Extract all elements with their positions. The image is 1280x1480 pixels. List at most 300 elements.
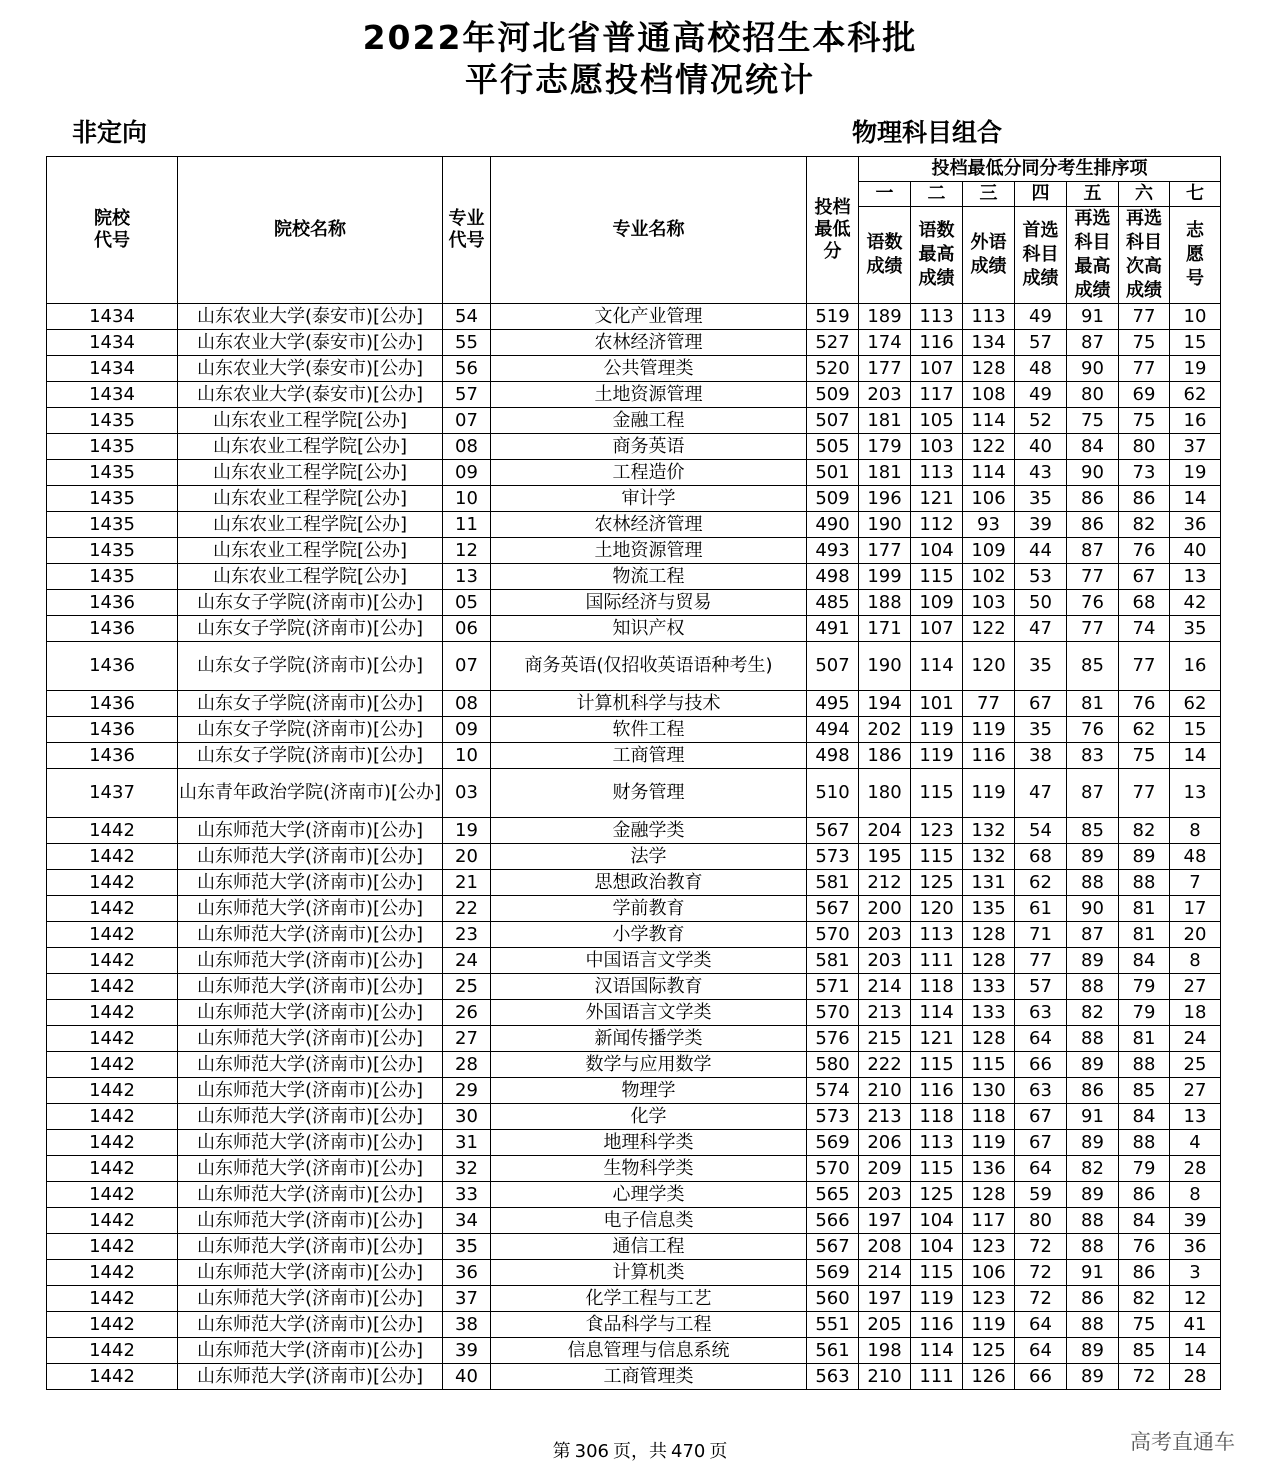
cell-score-elective-second: 74 xyxy=(1119,616,1170,642)
header-num: 二 xyxy=(911,182,963,207)
cell-major-name: 物流工程 xyxy=(491,564,807,590)
cell-score-first-subject: 47 xyxy=(1015,616,1067,642)
cell-score-foreign-lang: 119 xyxy=(963,1312,1015,1338)
table-row xyxy=(47,691,1221,717)
cell-score-chinese-math: 190 xyxy=(859,512,911,538)
cell-score-first-subject: 67 xyxy=(1015,1104,1067,1130)
cell-score-elective-max: 85 xyxy=(1067,818,1119,844)
cell-min-score: 570 xyxy=(807,1156,859,1182)
cell-min-score: 505 xyxy=(807,434,859,460)
cell-major-code: 26 xyxy=(443,1000,491,1026)
table-row xyxy=(47,743,1221,769)
header-sub: 志愿号 xyxy=(1170,207,1221,304)
cell-score-first-subject: 63 xyxy=(1015,1000,1067,1026)
cell-min-score: 569 xyxy=(807,1260,859,1286)
cell-major-code: 35 xyxy=(443,1234,491,1260)
table-row xyxy=(47,330,1221,356)
cell-min-score: 560 xyxy=(807,1286,859,1312)
cell-score-elective-second: 84 xyxy=(1119,1104,1170,1130)
cell-school-name: 山东农业工程学院[公办] xyxy=(178,434,443,460)
cell-score-elective-max: 89 xyxy=(1067,1052,1119,1078)
table-row xyxy=(47,616,1221,642)
cell-school-name: 山东农业工程学院[公办] xyxy=(178,512,443,538)
table-row xyxy=(47,844,1221,870)
cell-school-name: 山东师范大学(济南市)[公办] xyxy=(178,1000,443,1026)
cell-score-chinese-math-max: 123 xyxy=(911,818,963,844)
cell-application-no: 37 xyxy=(1170,434,1221,460)
cell-score-chinese-math: 213 xyxy=(859,1104,911,1130)
cell-score-foreign-lang: 125 xyxy=(963,1338,1015,1364)
cell-major-name: 中国语言文学类 xyxy=(491,948,807,974)
cell-min-score: 566 xyxy=(807,1208,859,1234)
cell-school-code: 1442 xyxy=(47,1156,178,1182)
cell-score-elective-second: 67 xyxy=(1119,564,1170,590)
cell-score-chinese-math-max: 119 xyxy=(911,743,963,769)
cell-school-code: 1442 xyxy=(47,870,178,896)
cell-score-first-subject: 53 xyxy=(1015,564,1067,590)
cell-score-chinese-math-max: 125 xyxy=(911,870,963,896)
cell-score-chinese-math: 214 xyxy=(859,1260,911,1286)
cell-school-name: 山东农业工程学院[公办] xyxy=(178,460,443,486)
cell-score-chinese-math-max: 104 xyxy=(911,1234,963,1260)
table-row xyxy=(47,1078,1221,1104)
cell-score-chinese-math-max: 113 xyxy=(911,1130,963,1156)
cell-school-code: 1435 xyxy=(47,434,178,460)
cell-school-name: 山东农业工程学院[公办] xyxy=(178,564,443,590)
table-row xyxy=(47,896,1221,922)
cell-major-code: 37 xyxy=(443,1286,491,1312)
cell-score-chinese-math-max: 116 xyxy=(911,330,963,356)
cell-school-name: 山东师范大学(济南市)[公办] xyxy=(178,1208,443,1234)
cell-major-code: 38 xyxy=(443,1312,491,1338)
cell-min-score: 507 xyxy=(807,408,859,434)
cell-score-chinese-math: 204 xyxy=(859,818,911,844)
cell-application-no: 16 xyxy=(1170,642,1221,691)
cell-school-name: 山东师范大学(济南市)[公办] xyxy=(178,818,443,844)
cell-major-code: 03 xyxy=(443,769,491,818)
cell-major-code: 09 xyxy=(443,717,491,743)
cell-major-code: 27 xyxy=(443,1026,491,1052)
cell-score-foreign-lang: 135 xyxy=(963,896,1015,922)
cell-application-no: 7 xyxy=(1170,870,1221,896)
cell-score-first-subject: 54 xyxy=(1015,818,1067,844)
cell-school-code: 1442 xyxy=(47,1104,178,1130)
cell-min-score: 573 xyxy=(807,844,859,870)
cell-score-first-subject: 67 xyxy=(1015,691,1067,717)
cell-score-chinese-math-max: 104 xyxy=(911,538,963,564)
cell-score-elective-max: 90 xyxy=(1067,460,1119,486)
cell-score-chinese-math-max: 115 xyxy=(911,769,963,818)
cell-score-chinese-math: 205 xyxy=(859,1312,911,1338)
header-sub: 语数成绩 xyxy=(859,207,911,304)
cell-school-name: 山东师范大学(济南市)[公办] xyxy=(178,1182,443,1208)
cell-major-name: 化学工程与工艺 xyxy=(491,1286,807,1312)
cell-score-foreign-lang: 119 xyxy=(963,717,1015,743)
cell-school-name: 山东农业大学(泰安市)[公办] xyxy=(178,304,443,330)
cell-min-score: 485 xyxy=(807,590,859,616)
cell-school-code: 1442 xyxy=(47,1312,178,1338)
cell-score-elective-second: 76 xyxy=(1119,1234,1170,1260)
cell-score-foreign-lang: 128 xyxy=(963,356,1015,382)
cell-major-code: 23 xyxy=(443,922,491,948)
cell-min-score: 494 xyxy=(807,717,859,743)
cell-score-first-subject: 38 xyxy=(1015,743,1067,769)
cell-score-elective-max: 91 xyxy=(1067,1260,1119,1286)
cell-score-foreign-lang: 102 xyxy=(963,564,1015,590)
cell-school-name: 山东师范大学(济南市)[公办] xyxy=(178,1052,443,1078)
cell-score-chinese-math-max: 119 xyxy=(911,1286,963,1312)
cell-score-elective-second: 88 xyxy=(1119,870,1170,896)
cell-score-first-subject: 50 xyxy=(1015,590,1067,616)
cell-application-no: 48 xyxy=(1170,844,1221,870)
cell-score-chinese-math: 198 xyxy=(859,1338,911,1364)
cell-score-elective-second: 81 xyxy=(1119,922,1170,948)
cell-school-code: 1442 xyxy=(47,1052,178,1078)
cell-score-elective-second: 85 xyxy=(1119,1338,1170,1364)
cell-major-code: 22 xyxy=(443,896,491,922)
cell-school-code: 1435 xyxy=(47,408,178,434)
cell-application-no: 8 xyxy=(1170,818,1221,844)
cell-school-code: 1442 xyxy=(47,1000,178,1026)
cell-score-foreign-lang: 109 xyxy=(963,538,1015,564)
table-row xyxy=(47,590,1221,616)
cell-school-name: 山东师范大学(济南市)[公办] xyxy=(178,1286,443,1312)
cell-major-code: 33 xyxy=(443,1182,491,1208)
cell-school-code: 1442 xyxy=(47,948,178,974)
cell-school-code: 1442 xyxy=(47,1208,178,1234)
table-row xyxy=(47,1208,1221,1234)
cell-application-no: 36 xyxy=(1170,1234,1221,1260)
cell-score-elective-second: 77 xyxy=(1119,356,1170,382)
cell-score-foreign-lang: 116 xyxy=(963,743,1015,769)
table-row xyxy=(47,717,1221,743)
table-row xyxy=(47,769,1221,818)
cell-score-elective-second: 79 xyxy=(1119,1156,1170,1182)
cell-score-chinese-math-max: 114 xyxy=(911,1338,963,1364)
cell-score-first-subject: 57 xyxy=(1015,330,1067,356)
cell-application-no: 4 xyxy=(1170,1130,1221,1156)
cell-min-score: 567 xyxy=(807,896,859,922)
cell-score-chinese-math: 190 xyxy=(859,642,911,691)
cell-school-name: 山东女子学院(济南市)[公办] xyxy=(178,717,443,743)
cell-score-elective-max: 86 xyxy=(1067,1078,1119,1104)
cell-major-name: 农林经济管理 xyxy=(491,512,807,538)
table-row xyxy=(47,1364,1221,1390)
cell-score-elective-max: 82 xyxy=(1067,1000,1119,1026)
cell-score-chinese-math: 206 xyxy=(859,1130,911,1156)
cell-min-score: 574 xyxy=(807,1078,859,1104)
cell-major-code: 39 xyxy=(443,1338,491,1364)
cell-score-chinese-math: 214 xyxy=(859,974,911,1000)
cell-score-chinese-math-max: 113 xyxy=(911,304,963,330)
cell-application-no: 8 xyxy=(1170,1182,1221,1208)
cell-major-name: 土地资源管理 xyxy=(491,538,807,564)
cell-score-elective-max: 76 xyxy=(1067,590,1119,616)
cell-application-no: 14 xyxy=(1170,743,1221,769)
cell-score-elective-second: 80 xyxy=(1119,434,1170,460)
cell-major-code: 34 xyxy=(443,1208,491,1234)
cell-score-elective-max: 83 xyxy=(1067,743,1119,769)
cell-score-chinese-math: 215 xyxy=(859,1026,911,1052)
cell-school-code: 1435 xyxy=(47,486,178,512)
cell-score-chinese-math: 179 xyxy=(859,434,911,460)
cell-score-chinese-math: 186 xyxy=(859,743,911,769)
cell-school-code: 1435 xyxy=(47,564,178,590)
cell-score-elective-second: 69 xyxy=(1119,382,1170,408)
cell-score-elective-second: 81 xyxy=(1119,1026,1170,1052)
cell-school-name: 山东女子学院(济南市)[公办] xyxy=(178,590,443,616)
cell-score-foreign-lang: 132 xyxy=(963,818,1015,844)
cell-score-chinese-math: 203 xyxy=(859,1182,911,1208)
cell-score-chinese-math-max: 114 xyxy=(911,1000,963,1026)
table-row xyxy=(47,1312,1221,1338)
cell-score-chinese-math: 194 xyxy=(859,691,911,717)
cell-major-name: 商务英语 xyxy=(491,434,807,460)
cell-school-code: 1436 xyxy=(47,691,178,717)
footer-mid: 页，共 xyxy=(613,1441,667,1462)
table-row xyxy=(47,408,1221,434)
cell-school-name: 山东女子学院(济南市)[公办] xyxy=(178,642,443,691)
cell-score-elective-max: 91 xyxy=(1067,1104,1119,1130)
cell-score-foreign-lang: 132 xyxy=(963,844,1015,870)
cell-score-elective-second: 84 xyxy=(1119,1208,1170,1234)
cell-score-elective-second: 82 xyxy=(1119,1286,1170,1312)
cell-score-chinese-math-max: 111 xyxy=(911,948,963,974)
cell-major-name: 公共管理类 xyxy=(491,356,807,382)
table-row xyxy=(47,1104,1221,1130)
cell-score-first-subject: 61 xyxy=(1015,896,1067,922)
cell-score-chinese-math-max: 118 xyxy=(911,1104,963,1130)
cell-school-name: 山东师范大学(济南市)[公办] xyxy=(178,1130,443,1156)
cell-score-chinese-math-max: 101 xyxy=(911,691,963,717)
cell-major-name: 知识产权 xyxy=(491,616,807,642)
cell-score-elective-second: 77 xyxy=(1119,769,1170,818)
cell-major-name: 土地资源管理 xyxy=(491,382,807,408)
cell-score-elective-max: 75 xyxy=(1067,408,1119,434)
cell-score-chinese-math-max: 121 xyxy=(911,1026,963,1052)
cell-school-name: 山东师范大学(济南市)[公办] xyxy=(178,1312,443,1338)
table-row xyxy=(47,382,1221,408)
cell-school-code: 1442 xyxy=(47,1182,178,1208)
cell-score-first-subject: 64 xyxy=(1015,1312,1067,1338)
cell-school-code: 1436 xyxy=(47,590,178,616)
cell-score-chinese-math: 213 xyxy=(859,1000,911,1026)
cell-min-score: 493 xyxy=(807,538,859,564)
cell-score-first-subject: 71 xyxy=(1015,922,1067,948)
cell-score-elective-max: 86 xyxy=(1067,512,1119,538)
cell-score-first-subject: 49 xyxy=(1015,304,1067,330)
table-row xyxy=(47,818,1221,844)
cell-score-chinese-math-max: 114 xyxy=(911,642,963,691)
cell-major-code: 21 xyxy=(443,870,491,896)
cell-min-score: 567 xyxy=(807,1234,859,1260)
cell-major-name: 工商管理类 xyxy=(491,1364,807,1390)
cell-score-chinese-math: 203 xyxy=(859,382,911,408)
cell-school-name: 山东农业工程学院[公办] xyxy=(178,486,443,512)
cell-school-code: 1442 xyxy=(47,1286,178,1312)
cell-min-score: 576 xyxy=(807,1026,859,1052)
cell-score-foreign-lang: 117 xyxy=(963,1208,1015,1234)
cell-score-chinese-math-max: 113 xyxy=(911,460,963,486)
cell-major-name: 信息管理与信息系统 xyxy=(491,1338,807,1364)
cell-score-elective-max: 89 xyxy=(1067,1338,1119,1364)
cell-application-no: 15 xyxy=(1170,717,1221,743)
cell-score-elective-max: 77 xyxy=(1067,616,1119,642)
cell-min-score: 581 xyxy=(807,948,859,974)
cell-school-name: 山东师范大学(济南市)[公办] xyxy=(178,896,443,922)
cell-score-elective-max: 85 xyxy=(1067,642,1119,691)
cell-score-elective-second: 72 xyxy=(1119,1364,1170,1390)
table-row xyxy=(47,642,1221,691)
cell-score-foreign-lang: 128 xyxy=(963,1026,1015,1052)
cell-score-elective-max: 88 xyxy=(1067,1234,1119,1260)
cell-school-code: 1434 xyxy=(47,304,178,330)
cell-major-code: 57 xyxy=(443,382,491,408)
cell-major-code: 07 xyxy=(443,642,491,691)
table-body xyxy=(47,304,1221,1390)
cell-score-chinese-math-max: 103 xyxy=(911,434,963,460)
cell-major-code: 10 xyxy=(443,743,491,769)
cell-application-no: 14 xyxy=(1170,1338,1221,1364)
cell-score-elective-max: 77 xyxy=(1067,564,1119,590)
cell-major-code: 19 xyxy=(443,818,491,844)
cell-score-elective-second: 68 xyxy=(1119,590,1170,616)
cell-score-first-subject: 72 xyxy=(1015,1234,1067,1260)
cell-application-no: 27 xyxy=(1170,1078,1221,1104)
cell-score-elective-second: 84 xyxy=(1119,948,1170,974)
cell-score-elective-max: 80 xyxy=(1067,382,1119,408)
cell-major-code: 25 xyxy=(443,974,491,1000)
cell-major-name: 数学与应用数学 xyxy=(491,1052,807,1078)
cell-school-code: 1442 xyxy=(47,1026,178,1052)
cell-major-name: 软件工程 xyxy=(491,717,807,743)
cell-school-code: 1442 xyxy=(47,844,178,870)
cell-score-chinese-math-max: 119 xyxy=(911,717,963,743)
cell-application-no: 40 xyxy=(1170,538,1221,564)
cell-score-chinese-math: 199 xyxy=(859,564,911,590)
cell-score-chinese-math: 180 xyxy=(859,769,911,818)
cell-school-code: 1436 xyxy=(47,717,178,743)
cell-school-code: 1437 xyxy=(47,769,178,818)
cell-min-score: 563 xyxy=(807,1364,859,1390)
cell-major-name: 汉语国际教育 xyxy=(491,974,807,1000)
cell-major-name: 思想政治教育 xyxy=(491,870,807,896)
cell-score-elective-max: 84 xyxy=(1067,434,1119,460)
cell-min-score: 580 xyxy=(807,1052,859,1078)
cell-score-first-subject: 35 xyxy=(1015,717,1067,743)
cell-score-elective-second: 88 xyxy=(1119,1052,1170,1078)
cell-score-chinese-math: 200 xyxy=(859,896,911,922)
cell-min-score: 490 xyxy=(807,512,859,538)
cell-min-score: 569 xyxy=(807,1130,859,1156)
cell-application-no: 39 xyxy=(1170,1208,1221,1234)
cell-major-code: 09 xyxy=(443,460,491,486)
cell-score-elective-second: 77 xyxy=(1119,642,1170,691)
cell-school-code: 1442 xyxy=(47,1260,178,1286)
cell-major-code: 24 xyxy=(443,948,491,974)
footer-suffix: 页 xyxy=(709,1441,728,1462)
cell-major-code: 40 xyxy=(443,1364,491,1390)
cell-score-chinese-math-max: 115 xyxy=(911,1260,963,1286)
cell-major-name: 审计学 xyxy=(491,486,807,512)
cell-score-foreign-lang: 114 xyxy=(963,408,1015,434)
cell-application-no: 13 xyxy=(1170,564,1221,590)
cell-score-foreign-lang: 115 xyxy=(963,1052,1015,1078)
cell-min-score: 509 xyxy=(807,486,859,512)
cell-school-code: 1435 xyxy=(47,460,178,486)
cell-min-score: 498 xyxy=(807,743,859,769)
cell-score-foreign-lang: 119 xyxy=(963,769,1015,818)
cell-score-chinese-math: 195 xyxy=(859,844,911,870)
cell-school-code: 1442 xyxy=(47,1338,178,1364)
cell-score-elective-max: 89 xyxy=(1067,1364,1119,1390)
cell-score-chinese-math: 203 xyxy=(859,922,911,948)
cell-school-name: 山东师范大学(济南市)[公办] xyxy=(178,870,443,896)
cell-score-first-subject: 43 xyxy=(1015,460,1067,486)
cell-score-chinese-math-max: 113 xyxy=(911,922,963,948)
cell-school-name: 山东师范大学(济南市)[公办] xyxy=(178,1104,443,1130)
cell-score-foreign-lang: 103 xyxy=(963,590,1015,616)
table-row xyxy=(47,486,1221,512)
cell-score-foreign-lang: 106 xyxy=(963,1260,1015,1286)
cell-score-first-subject: 57 xyxy=(1015,974,1067,1000)
cell-score-foreign-lang: 93 xyxy=(963,512,1015,538)
page-subtitle: 平行志愿投档情况统计 xyxy=(465,60,815,99)
footer-page: 306 xyxy=(574,1441,609,1462)
cell-school-name: 山东师范大学(济南市)[公办] xyxy=(178,974,443,1000)
cell-score-first-subject: 62 xyxy=(1015,870,1067,896)
cell-score-elective-second: 75 xyxy=(1119,408,1170,434)
cell-score-chinese-math: 181 xyxy=(859,408,911,434)
cell-score-chinese-math: 177 xyxy=(859,538,911,564)
cell-school-name: 山东女子学院(济南市)[公办] xyxy=(178,743,443,769)
cell-major-name: 商务英语(仅招收英语语种考生) xyxy=(491,642,807,691)
cell-min-score: 581 xyxy=(807,870,859,896)
cell-score-foreign-lang: 113 xyxy=(963,304,1015,330)
table-row xyxy=(47,434,1221,460)
cell-school-name: 山东师范大学(济南市)[公办] xyxy=(178,1078,443,1104)
table-row xyxy=(47,1286,1221,1312)
cell-application-no: 42 xyxy=(1170,590,1221,616)
cell-score-first-subject: 64 xyxy=(1015,1026,1067,1052)
table-row xyxy=(47,1026,1221,1052)
cell-min-score: 507 xyxy=(807,642,859,691)
cell-major-name: 地理科学类 xyxy=(491,1130,807,1156)
cell-score-elective-max: 87 xyxy=(1067,769,1119,818)
cell-score-chinese-math: 181 xyxy=(859,460,911,486)
cell-score-elective-second: 89 xyxy=(1119,844,1170,870)
cell-score-chinese-math: 209 xyxy=(859,1156,911,1182)
cell-score-elective-max: 88 xyxy=(1067,870,1119,896)
cell-school-code: 1436 xyxy=(47,616,178,642)
cell-major-code: 08 xyxy=(443,434,491,460)
header-sub: 外语成绩 xyxy=(963,207,1015,304)
cell-score-elective-max: 87 xyxy=(1067,538,1119,564)
cell-score-elective-max: 90 xyxy=(1067,896,1119,922)
cell-score-chinese-math-max: 117 xyxy=(911,382,963,408)
cell-score-first-subject: 66 xyxy=(1015,1052,1067,1078)
header-num: 一 xyxy=(859,182,911,207)
subject-group-label: 物理科目组合 xyxy=(852,118,1003,147)
cell-major-name: 文化产业管理 xyxy=(491,304,807,330)
cell-school-code: 1434 xyxy=(47,330,178,356)
cell-major-code: 12 xyxy=(443,538,491,564)
cell-score-chinese-math-max: 104 xyxy=(911,1208,963,1234)
cell-score-foreign-lang: 133 xyxy=(963,1000,1015,1026)
cell-score-foreign-lang: 122 xyxy=(963,616,1015,642)
header-school-code: 院校代号 xyxy=(47,157,178,304)
cell-school-code: 1436 xyxy=(47,743,178,769)
